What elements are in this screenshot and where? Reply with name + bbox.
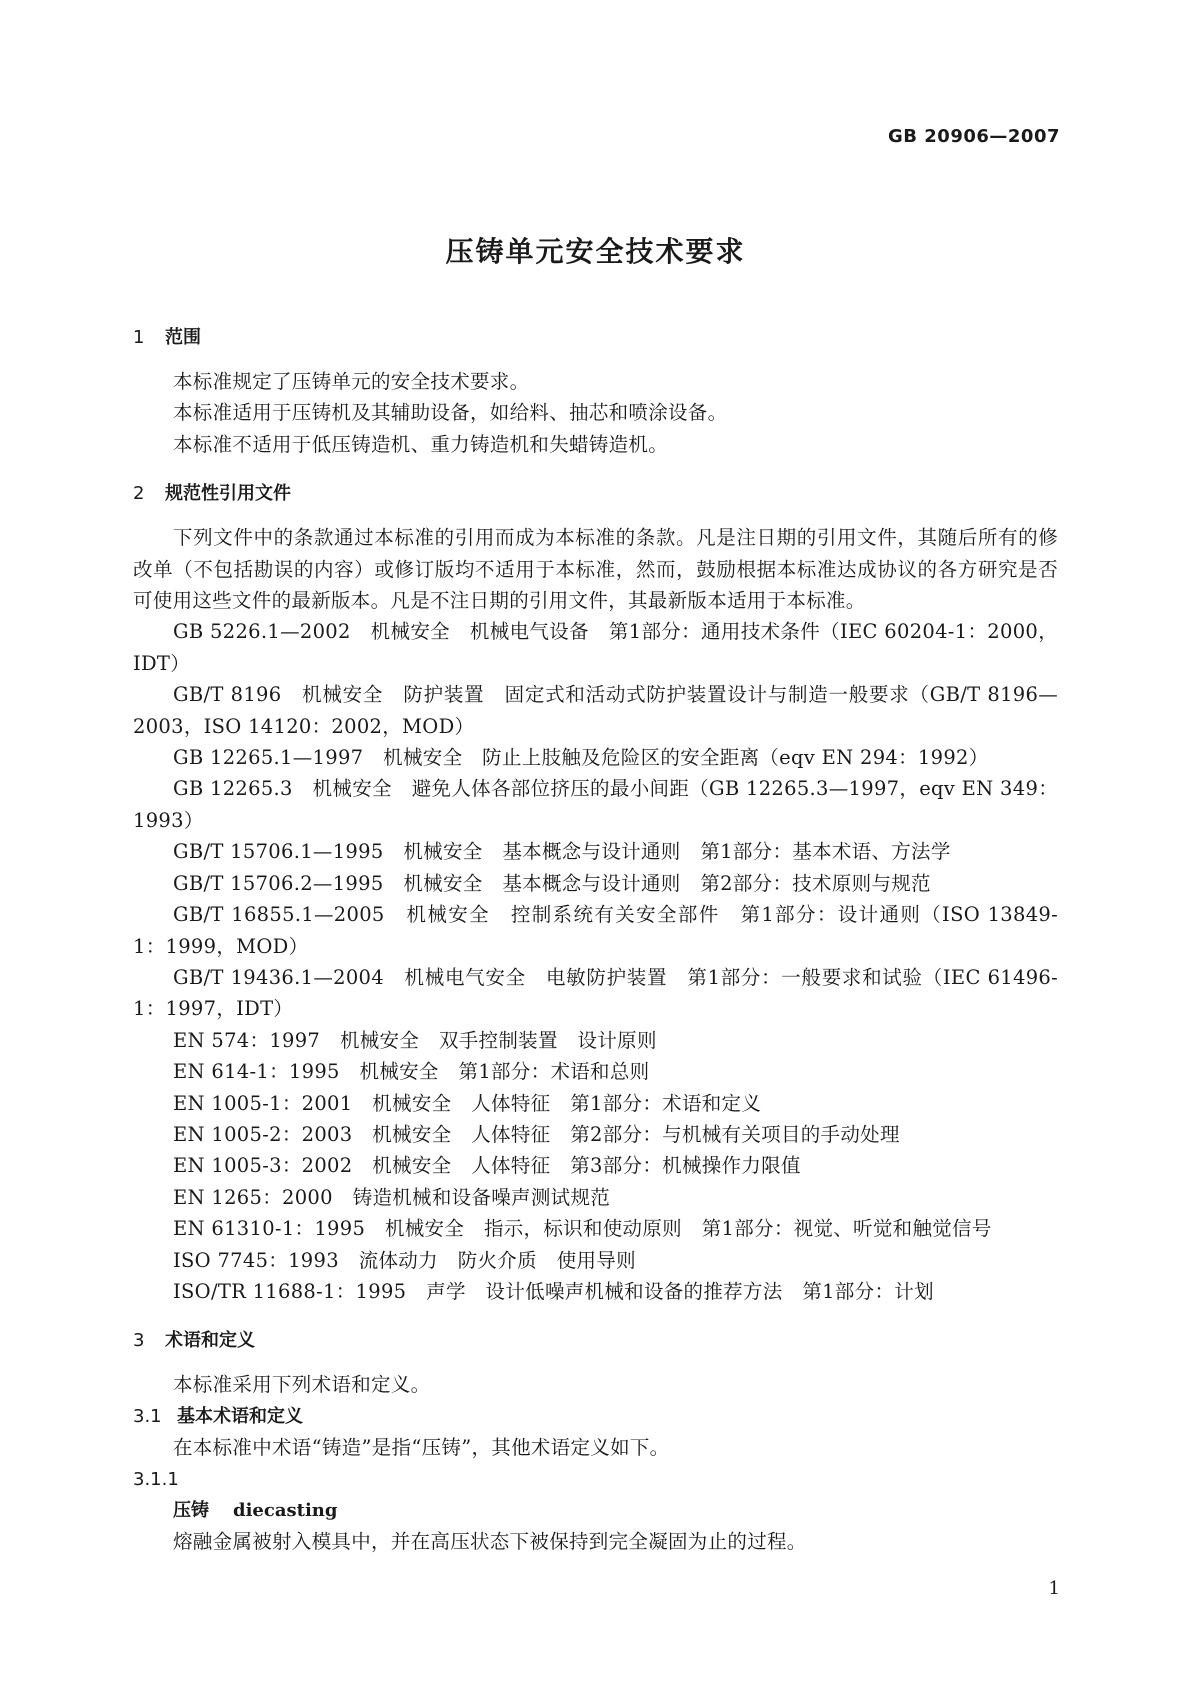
definition: 熔融金属被射入模具中，并在高压状态下被保持到完全凝固为止的过程。 [173,1530,807,1554]
reference-entry: GB/T 19436.1—2004 机械电气安全 电敏防护装置 第1部分：一般要求和试验（IEC 61496-1：1997，IDT） [133,965,1058,1021]
subsection-3-1-heading [133,1401,1058,1432]
standard-code: GB 20906—2007 [888,126,1060,147]
section-2-heading [133,478,1058,510]
reference-entry: EN 1005-1：2001 机械安全 人体特征 第1部分：术语和定义 [173,1091,762,1115]
subsection-3-1-1-heading [133,1464,1058,1495]
subsection-number: 3.1.1 [133,1468,179,1490]
reference-entry: EN 61310-1：1995 机械安全 指示，标识和使动原则 第1部分：视觉、听觉和触觉信号 [173,1217,992,1241]
reference-entry: EN 614-1：1995 机械安全 第1部分：术语和总则 [173,1060,650,1084]
paragraph: 本标准适用于压铸机及其辅助设备，如给料、抽芯和喷涂设备。 [173,401,728,425]
reference-entry: EN 574：1997 机械安全 双手控制装置 设计原则 [173,1028,657,1052]
paragraph: 下列文件中的条款通过本标准的引用而成为本标准的条款。凡是注日期的引用文件，其随后所有的修改单（不包括勘误的内容）或修订版均不适用于本标准，然而，鼓励根据本标准达成协议的各方研究是否可使用这些文件的最新版本。凡是不注日期的引用文件，其最新版本适用于本标准。 [133,526,1058,613]
page-number: 1 [1048,1578,1060,1599]
reference-entry: GB 12265.3 机械安全 避免人体各部位挤压的最小间距（GB 12265.3—1997，eqv EN 349：1993） [133,777,1058,832]
term-english: diecasting [233,1500,338,1521]
section-title: 规范性引用文件 [165,483,291,505]
paragraph: 在本标准中术语“铸造”是指“压铸”，其他术语定义如下。 [173,1436,670,1460]
reference-entry: ISO/TR 11688-1：1995 声学 设计低噪声机械和设备的推荐方法 第1部分：计划 [173,1279,934,1303]
section-1-heading [133,322,1058,354]
reference-entry: GB 12265.1—1997 机械安全 防止上肢触及危险区的安全距离（eqv EN 294：1992） [173,746,989,770]
reference-entry: EN 1005-3：2002 机械安全 人体特征 第3部分：机械操作力限值 [173,1154,801,1178]
reference-entry: ISO 7745：1993 流体动力 防火介质 使用导则 [173,1248,636,1272]
reference-entry: GB 5226.1—2002 机械安全 机械电气设备 第1部分：通用技术条件（IEC 60204-1：2000，IDT） [133,620,1058,675]
section-number: 2 [133,483,145,505]
document-title: 压铸单元安全技术要求 [445,235,746,268]
section-3-heading [133,1325,1058,1357]
paragraph: 本标准不适用于低压铸造机、重力铸造机和失蜡铸造机。 [173,432,669,456]
term-line [133,1495,1058,1526]
paragraph: 本标准规定了压铸单元的安全技术要求。 [173,370,530,393]
reference-entry: GB/T 8196 机械安全 防护装置 固定式和活动式防护装置设计与制造一般要求（GB/T 8196—2003，ISO 14120：2002，MOD） [133,683,1058,738]
section-title: 范围 [165,327,201,348]
reference-entry: GB/T 16855.1—2005 机械安全 控制系统有关安全部件 第1部分：设计通则（ISO 13849-1：1999，MOD） [133,903,1058,958]
section-number: 3 [133,1330,145,1352]
section-number: 1 [133,327,145,348]
reference-entry: EN 1265：2000 铸造机械和设备噪声测试规范 [173,1185,611,1209]
reference-entry: GB/T 15706.2—1995 机械安全 基本概念与设计通则 第2部分：技术原则与规范 [173,871,931,895]
reference-entry: EN 1005-2：2003 机械安全 人体特征 第2部分：与机械有关项目的手动处理 [173,1122,900,1146]
term-chinese: 压铸 [173,1500,209,1521]
section-title: 术语和定义 [165,1330,255,1352]
subsection-number: 3.1 [133,1405,162,1427]
paragraph: 本标准采用下列术语和定义。 [173,1373,431,1397]
subsection-title: 基本术语和定义 [177,1405,303,1427]
reference-entry: GB/T 15706.1—1995 机械安全 基本概念与设计通则 第1部分：基本术语、方法学 [173,840,951,864]
document-body [133,322,1058,1558]
